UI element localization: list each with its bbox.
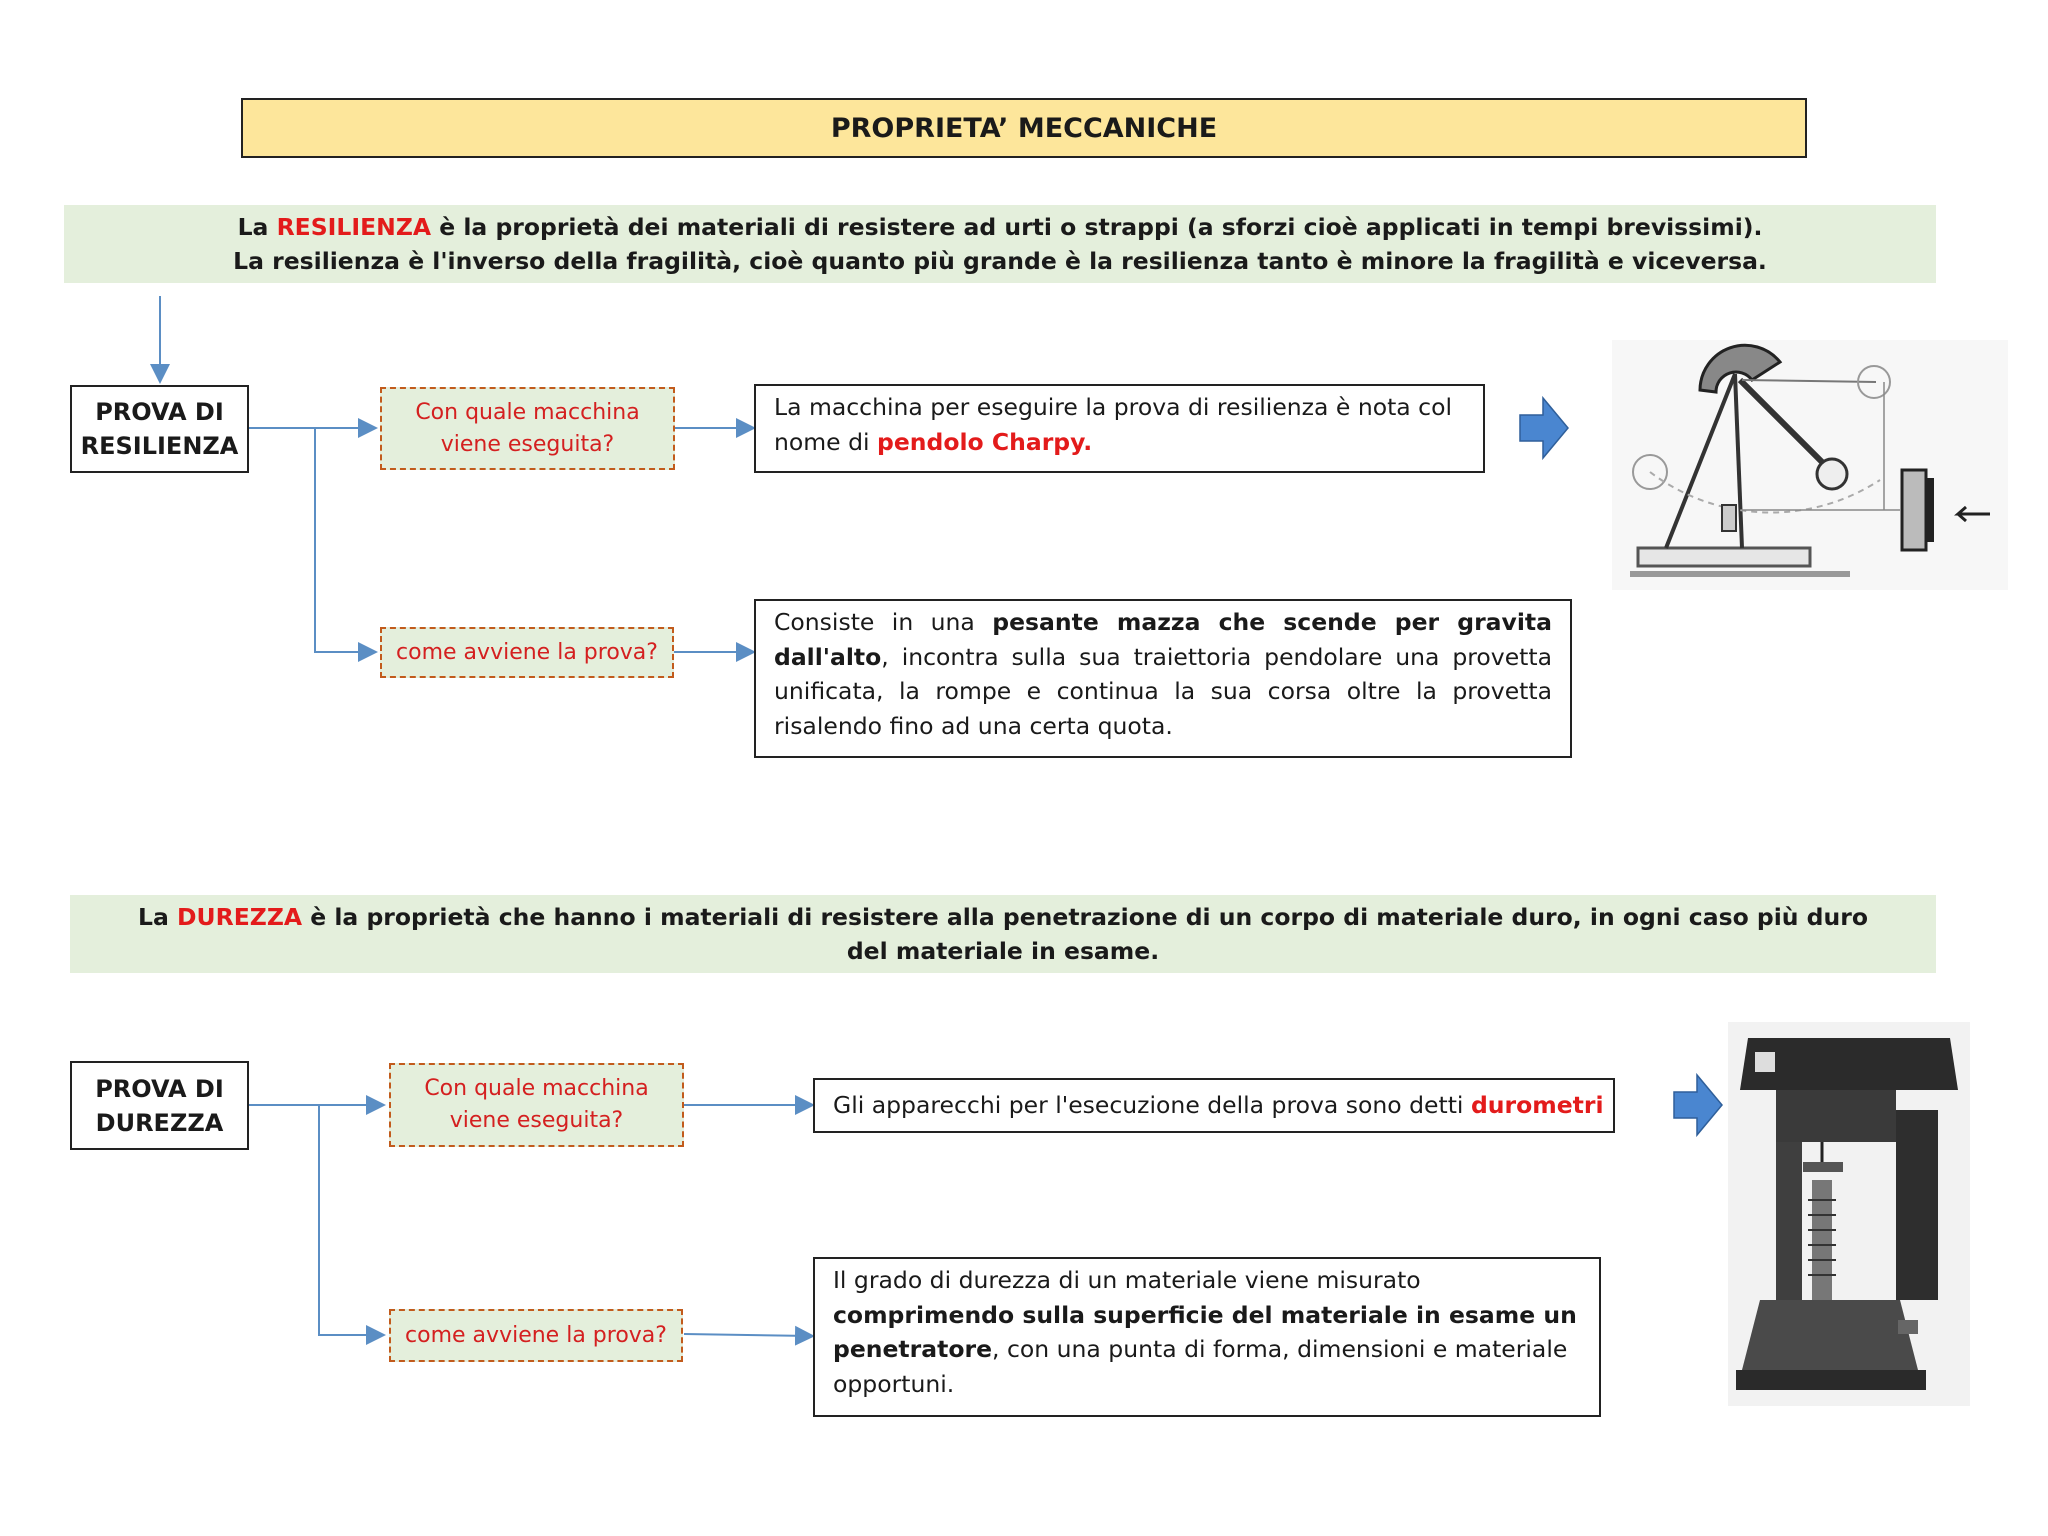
pendolo-charpy-highlight: pendolo Charpy.	[877, 427, 1093, 456]
prova-durezza-box: PROVA DI DUREZZA	[70, 1061, 249, 1150]
durometri-highlight: durometri	[1470, 1091, 1604, 1120]
connector-prova-resilienza-q2	[315, 428, 374, 652]
resilienza-term: RESILIENZA	[276, 213, 432, 241]
connector-durezza-q2-answer	[684, 1334, 811, 1336]
prova-resilienza-box: PROVA DI RESILIENZA	[70, 385, 249, 473]
resilienza-answer-procedure: Consiste in una pesante mazza che scende per gravita dall'alto, incontra sulla sua traiettoria pendolare una provetta unificata, la rompe e continua la sua corsa oltre la provetta risalendo fino ad una certa quota.	[754, 599, 1572, 758]
resilienza-answer-machine: La macchina per eseguire la prova di resilienza è nota col nome di pendolo Charpy.	[754, 384, 1485, 473]
block-arrow-right-icon	[1674, 1075, 1722, 1135]
durometer-image	[1728, 1022, 1970, 1406]
page-title: PROPRIETA’ MECCANICHE	[241, 98, 1807, 158]
durezza-question-procedure: come avviene la prova?	[389, 1309, 683, 1362]
charpy-pendulum-image	[1612, 340, 2008, 590]
resilienza-question-machine: Con quale macchina viene eseguita?	[380, 387, 675, 470]
durezza-answer-procedure: Il grado di durezza di un materiale viene misurato comprimendo sulla superficie del materiale in esame un penetratore, con una punta di forma, dimensioni e materiale opportuni.	[813, 1257, 1601, 1417]
resilienza-definition-line-2: La resilienza è l'inverso della fragilità, cioè quanto più grande è la resilienza tanto è minore la fragilità e viceversa.	[233, 247, 1767, 275]
resilienza-definition-line-1: La RESILIENZA è la proprietà dei materiali di resistere ad urti o strappi (a sforzi cioè applicati in tempi brevissimi).	[237, 213, 1763, 241]
block-arrow-right-icon	[1520, 398, 1568, 458]
durezza-question-machine: Con quale macchina viene eseguita?	[389, 1063, 684, 1147]
resilienza-question-procedure: come avviene la prova?	[380, 627, 674, 678]
resilienza-definition-band	[64, 205, 1936, 283]
durezza-term: DUREZZA	[177, 903, 303, 931]
durezza-definition-text: La DUREZZA è la proprietà che hanno i materiali di resistere alla penetrazione di un corpo di materiale duro, in ogni caso più duro del materiale in esame.	[138, 903, 1868, 965]
durezza-answer-machine: Gli apparecchi per l'esecuzione della prova sono detti durometri	[813, 1078, 1615, 1133]
connector-prova-durezza-q2	[319, 1105, 382, 1335]
durezza-definition-band	[70, 895, 1936, 973]
